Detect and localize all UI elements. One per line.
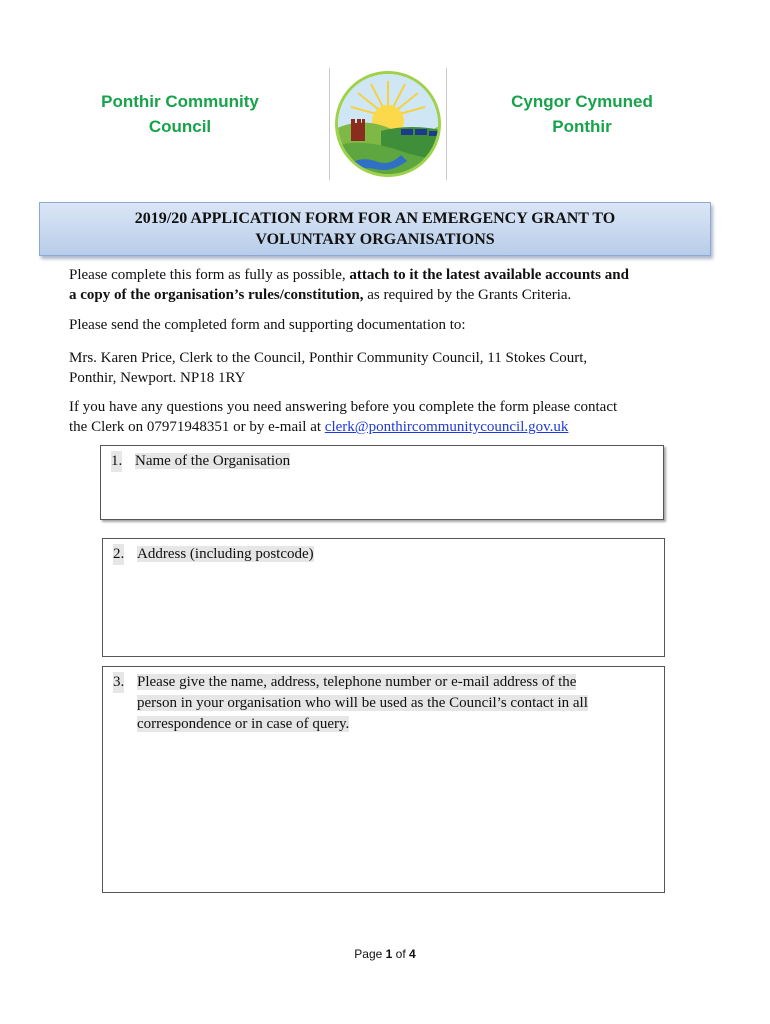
council-name-english (78, 89, 282, 139)
instructions-line1 (69, 265, 709, 285)
field-1-label (111, 451, 290, 472)
instructions-bold-1: attach to it the latest available accounts and (349, 267, 629, 283)
postal-address-line2: Ponthir, Newport. NP18 1RY (69, 370, 246, 386)
clerk-email-link[interactable]: clerk@ponthircommunitycouncil.gov.uk (324, 419, 569, 435)
instructions-bold-2: a copy of the organisation’s rules/constitution, (69, 287, 364, 303)
field-2-label (113, 544, 314, 565)
council-name-welsh (478, 89, 686, 139)
organisation-address-field[interactable] (102, 538, 665, 657)
logo-divider-left (329, 68, 330, 180)
instructions-text: Please complete this form as fully as possible, (69, 267, 346, 283)
send-to-paragraph: Please send the completed form and supporting documentation to: (69, 317, 466, 333)
field-3-text-line2: person in your organisation who will be used as the Council’s contact in all (137, 695, 588, 711)
field-3-text-line1: Please give the name, address, telephone number or e-mail address of the (137, 674, 577, 690)
page-prefix: Page (354, 947, 383, 961)
contact-line2-text: the Clerk on 07971948351 or by e-mail at (69, 419, 322, 435)
field-3-text-line3: correspondence or in case of query. (137, 716, 350, 732)
field-1-number: 1. (111, 451, 122, 472)
form-title (39, 202, 711, 256)
instructions-paragraph (69, 265, 709, 305)
contact-person-field[interactable] (102, 666, 665, 893)
form-title-line2: VOLUNTARY ORGANISATIONS (255, 231, 495, 248)
council-logo (329, 68, 447, 180)
postal-address (69, 348, 709, 388)
postal-address-line1: Mrs. Karen Price, Clerk to the Council, Ponthir Community Council, 11 Stokes Court, (69, 350, 588, 366)
council-name-welsh-line1: Cyngor Cymuned (511, 92, 653, 111)
form-title-line1: 2019/20 APPLICATION FORM FOR AN EMERGENCY GRANT TO (134, 210, 616, 227)
contact-line1: If you have any questions you need answering before you complete the form please contact (69, 399, 618, 415)
logo-divider-right (446, 68, 447, 180)
page-number (0, 947, 770, 961)
council-name-welsh-line2: Ponthir (552, 117, 612, 136)
page-current: 1 (385, 947, 393, 961)
field-3-label (113, 672, 588, 735)
instructions-line2 (69, 285, 709, 305)
contact-line2 (69, 417, 709, 437)
page-of: of (395, 947, 406, 961)
contact-paragraph (69, 397, 709, 437)
organisation-name-field[interactable] (100, 445, 664, 520)
field-3-number: 3. (113, 672, 124, 693)
council-name-english-line1: Ponthir Community (101, 92, 259, 111)
field-2-number: 2. (113, 544, 124, 565)
field-1-text: Name of the Organisation (135, 453, 291, 469)
page-total: 4 (409, 947, 416, 961)
council-name-english-line2: Council (148, 117, 212, 136)
field-2-text: Address (including postcode) (137, 546, 314, 562)
logo-emblem-icon (331, 69, 445, 179)
instructions-text-end: as required by the Grants Criteria. (367, 287, 572, 303)
